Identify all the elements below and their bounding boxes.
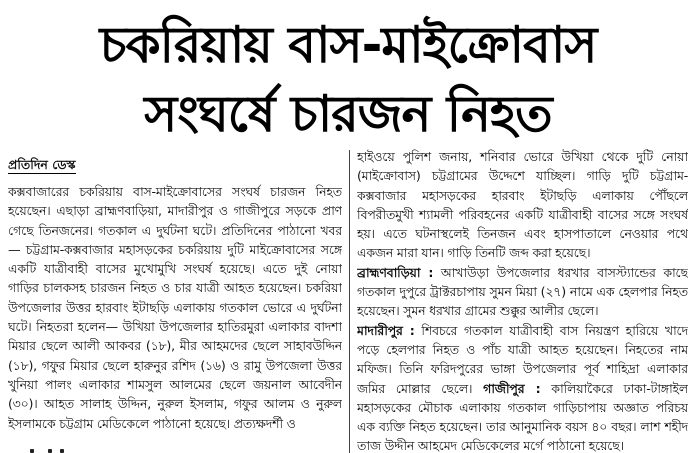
article-column-right [357, 147, 688, 453]
right-paragraph-3-body: শিবচরে গতকাল যাত্রীবাহী বাস নিয়ন্ত্রণ হারিয়ে খাদে পড়ে হেলপার নিহত ও পাঁচ যাত্রী আহত হয়েছেন। নিহতের নাম মফিজ। তিনি ফরিদপুরের ভাঙ্গা উপজেলার পূর্ব শাহিদ্রা এলাকার জমির মোল্লার ছেলে। [357, 322, 688, 396]
headline-line-1: চকরিয়ায় বাস-মাইক্রোবাস [99, 16, 597, 74]
right-paragraph-2 [357, 263, 688, 321]
right-paragraph-3 [357, 321, 688, 453]
right-paragraph-1: হাইওয়ে পুলিশ জনায়, শনিবার ভোরে উখিয়া থেকে দুটি নোয়া (মাইক্রোবাস) চট্টগ্রামের উদ্দেশে যাচ্ছিল। গাড়ি দুটি চট্টগ্রাম-কক্সবাজার মহাসড়কের হারবাং ইটাছড়ি এলাকায় পৌঁছলে বিপরীতমুখী শ্যামলী পরিবহনের একটি যাত্রীবাহী বাসের সঙ্গে সংঘর্ষ হয়। এতে ঘটনাস্থলেই তিনজন এবং হাসপাতালে নেওয়ার পথে একজন মারা যান। গাড়ি তিনটি জব্দ করা হয়েছে। [357, 149, 688, 261]
cut-glyph [60, 449, 64, 453]
right-paragraph-2-body: আখাউড়া উপজেলার ধরখার বাসস্ট্যান্ডের কাছে গতকাল দুপুরে ট্রাক্টরচাপায় সুমন মিয়া (২৭) নামে এক হেলপার নিহত হয়েছেন। সুমন ধরখার গ্রামের শুক্কুর আলীর ছেলে। [357, 264, 688, 319]
right-paragraph-4-body: কালিয়াকৈরে ঢাকা-টাঙ্গাইল মহাসড়কের মৌচাক এলাকায় গতকাল গাড়িচাপায় অজ্ঞাত পরিচয় এক ব্যক্তি নিহত হয়েছেন। তার আনুমানিক বয়স ৪০ বছর। লাশ শহীদ তাজ উদ্দীন আহমেদ মেডিকেলের মর্গে পাঠানো হয়েছে। [357, 380, 688, 453]
column-divider [349, 150, 350, 453]
location-madaripur: মাদারীপুর : [357, 322, 415, 338]
left-column-body: কক্সবাজারের চকরিয়ায় বাস-মাইক্রোবাসের সংঘর্ষ চারজন নিহত হয়েছেন। এছাড়া ব্রাহ্মণবাড়িয়া, মাদারীপুর ও গাজীপুরে সড়কে প্রাণ গেছে তিনজনের। গতকাল এ দুর্ঘটনা ঘটে। প্রতিদিনের পাঠানো খবর— চট্টগ্রাম-কক্সবাজার মহাসড়কের চকরিয়ায় দুটি মাইক্রোবাসের সঙ্গে একটি যাত্রীবাহী বাসের মুখোমুখি সংঘর্ষ হয়েছে। এতে দুই নোয়া গাড়ির চালকসহ চারজন নিহত ও চার যাত্রী আহত হয়েছেন। চকরিয়া উপজেলার উত্তর হারবাং ইটাছড়ি এলাকায় গতকাল ভোরে এ দুর্ঘটনা ঘটে। নিহতরা হলেন— উখিয়া উপজেলার হাতিরমুরা এলাকার বাদশা মিয়ার ছেলে আলী আকবর (১৮), মীর আহমদের ছেলে সাহাবউদ্দিন (১৮), গফুর মিয়ার ছেলে হারুনুর রশিদ (১৬) ও রামু উপজেলা উত্তর খুনিয়া পালং এলাকার শামসুল আলমের ছেলে জয়নাল আবেদীন (৩০)। আহত সালাহ উদ্দিন, নুরুল ইসলাম, গফুর আলম ও নুরুল ইসলামকে চট্টগ্রাম মেডিকেলে পাঠানো হয়েছে। প্রত্যক্ষদর্শী ও [8, 184, 342, 431]
cut-glyph [48, 449, 52, 453]
location-brahmanbaria: ব্রাহ্মণবাড়িয়া : [357, 264, 434, 280]
location-gazipur: গাজীপুর : [483, 380, 541, 396]
article-column-left [8, 182, 342, 453]
cropped-next-line [0, 447, 696, 453]
cut-glyph [30, 449, 34, 453]
headline-line-2: সংঘর্ষে চারজন নিহত [144, 85, 552, 143]
byline: প্রতিদিন ডেস্ক [8, 157, 76, 172]
